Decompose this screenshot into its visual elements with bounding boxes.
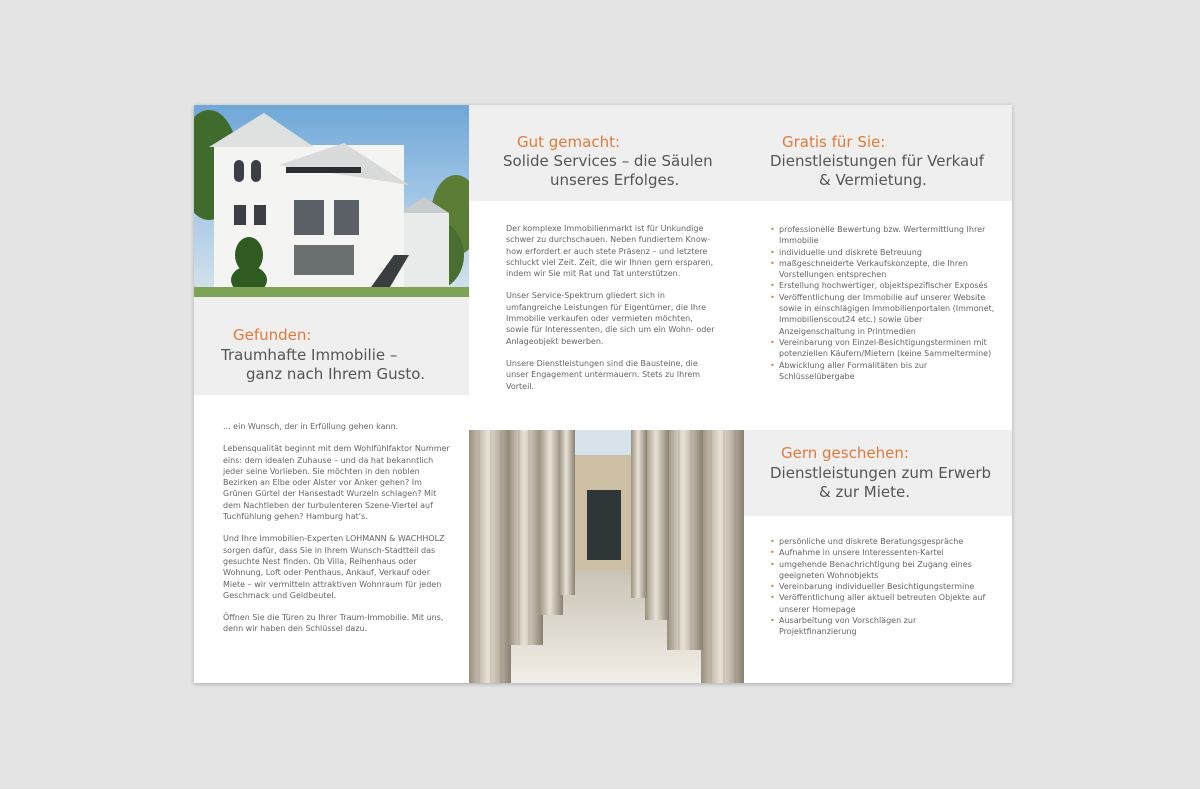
heading-line: Dienstleistungen zum Erwerb [770,464,992,482]
villa-photo [194,105,469,297]
list-item: • Abwicklung aller Formalitäten bis zur Schlüsselübergabe [770,360,996,383]
services-text [506,223,718,403]
paragraph: ... ein Wunsch, der in Erfüllung gehen kann. [223,422,399,431]
heading-line: Dienstleistungen für Verkauf [770,152,985,170]
columns-photo [469,430,744,683]
heading-line: ganz nach Ihrem Gusto. [246,365,425,383]
paragraph: Und Ihre Immobilien-Experten LOHMANN & WACHHOLZ sorgen dafür, dass Sie in Ihrem Wunsch-Stadtteil das gesuchte Nest finden. Ob Villa, Reihenhaus oder Wohnung, Loft oder Penthaus, Ankauf, Verkauf oder Miete – wir vermitteln attraktiven Wohnraum für jeden Geschmack und Geldbeutel. [223,534,445,600]
paragraph: Unser Service-Spektrum gliedert sich in umfangreiche Leistungen für Eigentümer, die Ihre Immobilie verkaufen oder vermieten möchten, sowie für Interessenten, die sich um ein Wohn- oder Anlageobjekt bewerben. [506,291,715,346]
heading-band-gefunden [194,297,469,395]
services-purchase-list [770,536,996,638]
list-item: • Ausarbeitung von Vorschlägen zur Projektfinanzierung [770,615,996,638]
paragraph: Lebensqualität beginnt mit dem Wohlfühlfaktor Nummer eins: dem idealen Zuhause – und da hat bekanntlich jeder seine Vorlieben. Sie möchten in den noblen Bezirken an Elbe oder Alster vor Anker gehen? Im Grünen Gürtel der Hansestadt Wurzeln schlagen? Mit dem Nachtleben der turbulenteren Szene-Viertel auf Tuchfühlung gehen? Hamburg hat's. [223,444,450,522]
brochure-spread [194,105,1012,683]
paragraph: Unsere Dienstleistungen sind die Bausteine, die unser Engagement untermauern. Stets zu Ihrem Vorteil. [506,358,701,391]
intro-text [223,421,451,646]
list-item: • professionelle Bewertung bzw. Wertermittlung Ihrer Immobilie [770,224,996,247]
heading-line: & Vermietung. [819,171,927,189]
services-purchase-list-wrapper [770,536,996,638]
heading-band-gern-geschehen [744,430,1012,516]
list-item: • Vereinbarung von Einzel-Besichtigungsterminen mit potenziellen Käufern/Mietern (keine Sammeltermine) [770,337,996,360]
list-item: • persönliche und diskrete Beratungsgespräche [770,536,996,547]
list-item: • umgehende Benachrichtigung bei Zugang eines geeigneten Wohnobjekts [770,559,996,582]
heading-band-gratis [744,105,1012,201]
list-item: • Erstellung hochwertiger, objektspezifischer Exposés [770,280,996,291]
heading-line: Traumhafte Immobilie – [221,346,398,364]
list-item: • Aufnahme in unsere Interessenten-Kartei [770,547,996,558]
services-sale-list-wrapper [770,224,996,382]
heading-accent: Gratis für Sie: [782,133,886,151]
list-item: • Vereinbarung individueller Besichtigungstermine [770,581,996,592]
paragraph: Der komplexe Immobilienmarkt ist für Unkundige schwer zu durchschauen. Neben fundiertem Know-how erfordert er auch stete Präsenz – und letztere schluckt viel Zeit. Zeit, die wir Ihnen gern ersparen, indem wir Sie mit Rat und Tat unterstützen. [506,224,714,279]
list-item: • maßgeschneiderte Verkaufskonzepte, die Ihren Vorstellungen entsprechen [770,258,996,281]
paragraph: Öffnen Sie die Türen zu Ihrer Traum-Immobilie. Mit uns, denn wir haben den Schlüssel dazu. [223,613,444,634]
list-item: • Veröffentlichung der Immobilie auf unserer Website sowie in einschlägigen Immobilienportalen (Immonet, Immobilienscout24 etc.) sowie über Anzeigenschaltung in Printmedien [770,292,996,337]
heading-accent: Gern geschehen: [781,444,909,462]
heading-line: unseres Erfolges. [550,171,680,189]
heading-band-gut-gemacht [469,105,744,201]
list-item: • Veröffentlichung aller aktuell betreuten Objekte auf unserer Homepage [770,592,996,615]
list-item: • individuelle und diskrete Betreuung [770,247,996,258]
heading-accent: Gefunden: [233,326,312,344]
services-sale-list [770,224,996,382]
heading-line: & zur Miete. [819,483,910,501]
heading-accent: Gut gemacht: [517,133,621,151]
heading-line: Solide Services – die Säulen [503,152,713,170]
